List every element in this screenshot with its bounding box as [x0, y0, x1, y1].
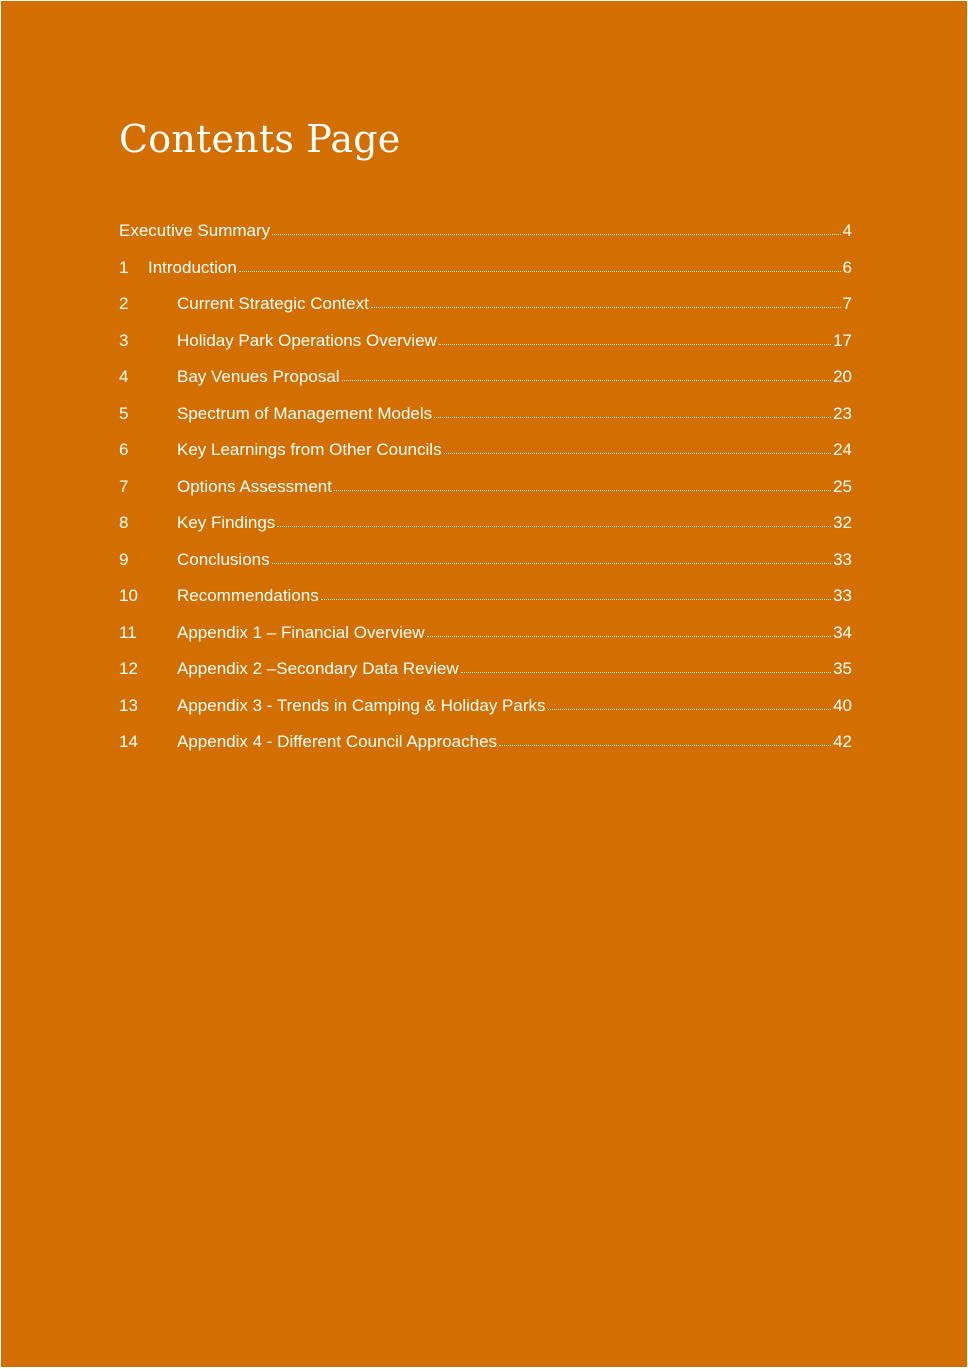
toc-entry-label: Appendix 3 - Trends in Camping & Holiday Parks	[177, 695, 546, 715]
toc-entry-number: 9	[119, 549, 129, 569]
toc-entry-label: Key Learnings from Other Councils	[177, 440, 442, 459]
toc-entry-page: 32	[833, 513, 852, 532]
toc-entry-number: 8	[119, 513, 129, 532]
toc-entry-label: Holiday Park Operations Overview	[177, 330, 437, 350]
toc-entry-page: 4	[842, 221, 852, 240]
toc-entry-number: 2	[119, 294, 129, 313]
toc-entry-key-learnings[interactable]	[119, 434, 852, 471]
toc-entry-introduction[interactable]	[119, 252, 852, 289]
toc-entry-label: Introduction	[148, 257, 237, 277]
toc-entry-label: Appendix 4 - Different Council Approaches	[177, 732, 498, 751]
toc-entry-page: 20	[833, 367, 852, 386]
toc-entry-page: 34	[833, 622, 852, 642]
toc-entry-number: 4	[119, 367, 129, 386]
toc-entry-current-strategic-context[interactable]	[119, 288, 852, 325]
toc-entry-number: 10	[119, 586, 138, 605]
toc-entry-label: Bay Venues Proposal	[177, 367, 340, 386]
document-page	[1, 1, 967, 1367]
toc-entry-label: Key Findings	[177, 513, 276, 532]
toc-entry-page: 25	[833, 476, 852, 496]
toc-entry-bay-venues-proposal[interactable]	[119, 361, 852, 398]
toc-entry-label: Conclusions	[177, 549, 270, 569]
toc-dot-leader	[239, 259, 841, 273]
toc-dot-leader	[277, 514, 831, 528]
toc-entry-holiday-park-operations[interactable]	[119, 325, 852, 362]
toc-entry-label: Current Strategic Context	[177, 294, 369, 313]
toc-entry-spectrum-of-management-models[interactable]	[119, 398, 852, 435]
toc-dot-leader	[272, 551, 831, 565]
toc-entry-key-findings[interactable]	[119, 507, 852, 544]
toc-entry-label: Appendix 1 – Financial Overview	[177, 622, 425, 642]
toc-dot-leader	[342, 368, 832, 382]
table-of-contents	[119, 215, 852, 763]
toc-entry-page: 6	[842, 257, 852, 277]
toc-dot-leader	[272, 222, 840, 236]
toc-dot-leader	[548, 697, 832, 711]
toc-entry-page: 33	[833, 586, 852, 605]
toc-entry-executive-summary[interactable]	[119, 215, 852, 252]
toc-entry-appendix-2[interactable]	[119, 653, 852, 690]
toc-entry-number: 14	[119, 732, 138, 751]
toc-dot-leader	[427, 624, 832, 638]
toc-entry-label: Options Assessment	[177, 476, 332, 496]
toc-entry-page: 42	[833, 732, 852, 751]
toc-entry-page: 35	[833, 659, 852, 678]
toc-entry-options-assessment[interactable]	[119, 471, 852, 508]
toc-dot-leader	[371, 295, 841, 309]
toc-entry-number: 6	[119, 440, 129, 459]
page-title: Contents Page	[119, 117, 401, 161]
toc-dot-leader	[321, 587, 831, 601]
toc-entry-page: 17	[833, 330, 852, 350]
toc-entry-conclusions[interactable]	[119, 544, 852, 581]
toc-entry-appendix-3[interactable]	[119, 690, 852, 727]
toc-entry-page: 23	[833, 403, 852, 423]
toc-entry-number: 13	[119, 695, 138, 715]
toc-entry-appendix-1[interactable]	[119, 617, 852, 654]
toc-entry-number: 12	[119, 659, 138, 678]
toc-dot-leader	[334, 478, 831, 492]
toc-entry-recommendations[interactable]	[119, 580, 852, 617]
toc-dot-leader	[439, 332, 831, 346]
toc-dot-leader	[434, 405, 831, 419]
toc-entry-label: Appendix 2 –Secondary Data Review	[177, 659, 459, 678]
toc-entry-page: 40	[833, 695, 852, 715]
toc-entry-page: 24	[833, 440, 852, 459]
toc-entry-number: 11	[119, 622, 137, 642]
toc-dot-leader	[499, 733, 831, 747]
toc-entry-page: 33	[833, 549, 852, 569]
toc-entry-page: 7	[842, 294, 852, 313]
toc-entry-number: 3	[119, 330, 129, 350]
toc-entry-number: 1	[119, 257, 129, 277]
toc-entry-number: 7	[119, 476, 129, 496]
toc-entry-label: Spectrum of Management Models	[177, 403, 433, 423]
toc-entry-label: Recommendations	[177, 586, 319, 605]
toc-entry-number: 5	[119, 403, 129, 423]
toc-entry-appendix-4[interactable]	[119, 726, 852, 763]
toc-entry-label: Executive Summary	[119, 221, 271, 240]
toc-dot-leader	[461, 660, 831, 674]
toc-dot-leader	[444, 441, 832, 455]
